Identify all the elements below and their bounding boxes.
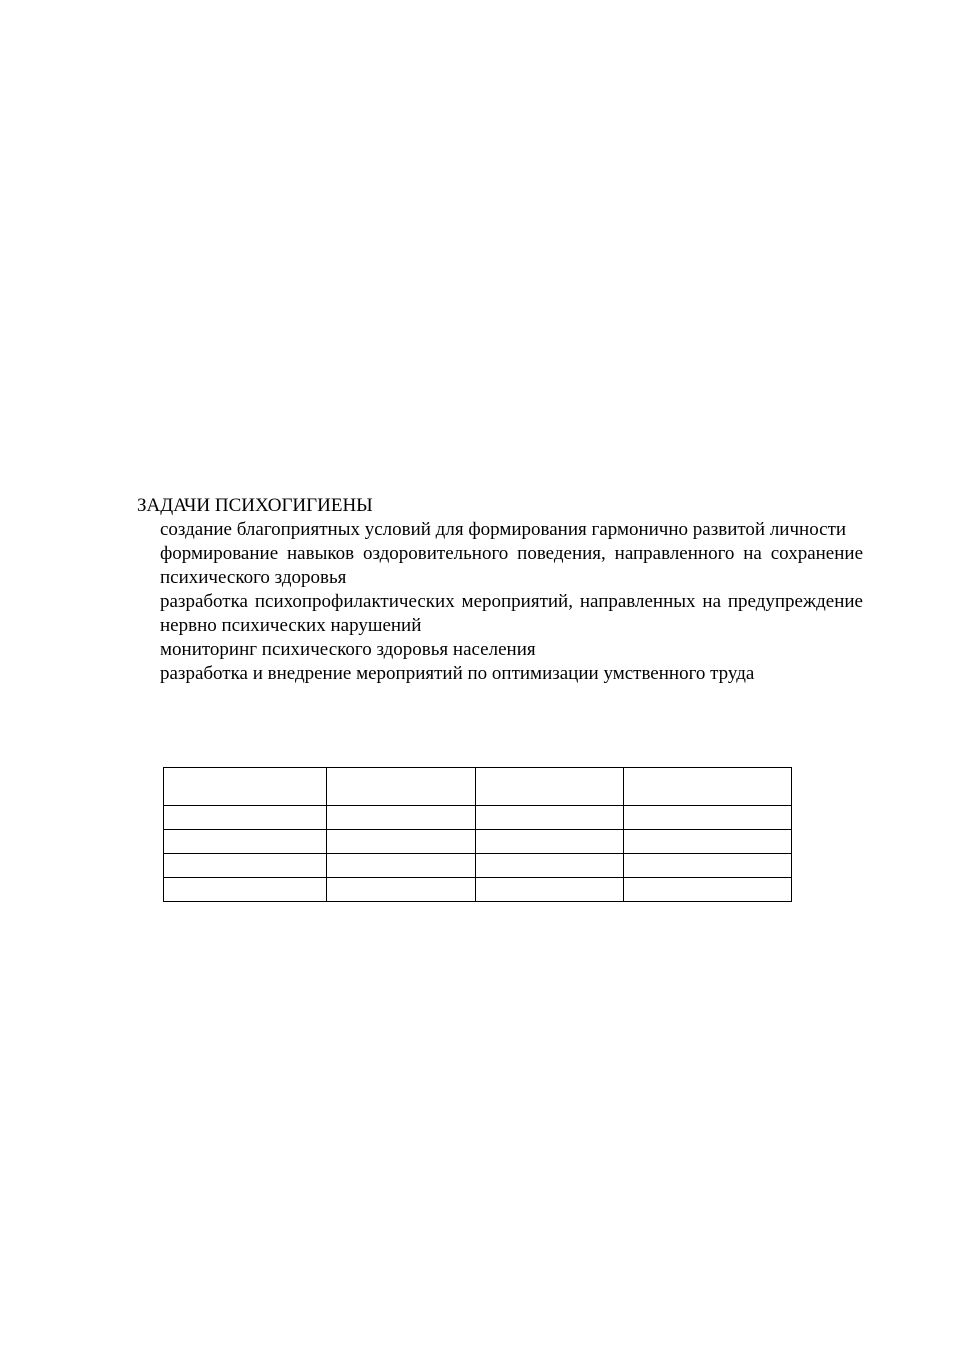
table-row (164, 854, 792, 878)
table-row (164, 806, 792, 830)
table-cell (164, 878, 327, 902)
table-cell (164, 806, 327, 830)
table-cell (476, 854, 624, 878)
table-cell (164, 768, 327, 806)
task-item-5: разработка и внедрение мероприятий по оптимизации умственного труда (160, 663, 755, 684)
task-item-3: разработка психопрофилактических мероприятий, направленных на предупреждение нервно психических нарушений (160, 591, 863, 636)
table-row (164, 768, 792, 806)
table-cell (624, 806, 792, 830)
empty-table (163, 767, 792, 902)
table-cell (327, 878, 476, 902)
table-cell (624, 830, 792, 854)
table-cell (164, 830, 327, 854)
table-cell (624, 768, 792, 806)
table-cell (476, 830, 624, 854)
table-cell (476, 806, 624, 830)
table-cell (624, 878, 792, 902)
task-list (160, 518, 863, 686)
table-row (164, 830, 792, 854)
table-cell (164, 854, 327, 878)
table-cell (476, 768, 624, 806)
table-cell (327, 854, 476, 878)
table-cell (327, 830, 476, 854)
table-cell (327, 806, 476, 830)
page-title: ЗАДАЧИ ПСИХОГИГИЕНЫ (137, 495, 373, 516)
table-cell (624, 854, 792, 878)
task-item-4: мониторинг психического здоровья населения (160, 639, 536, 660)
table-row (164, 878, 792, 902)
table-cell (327, 768, 476, 806)
table-cell (476, 878, 624, 902)
task-item-2: формирование навыков оздоровительного поведения, направленного на сохранение психического здоровья (160, 543, 863, 588)
task-item-1: создание благоприятных условий для формирования гармонично развитой личности (160, 519, 847, 540)
